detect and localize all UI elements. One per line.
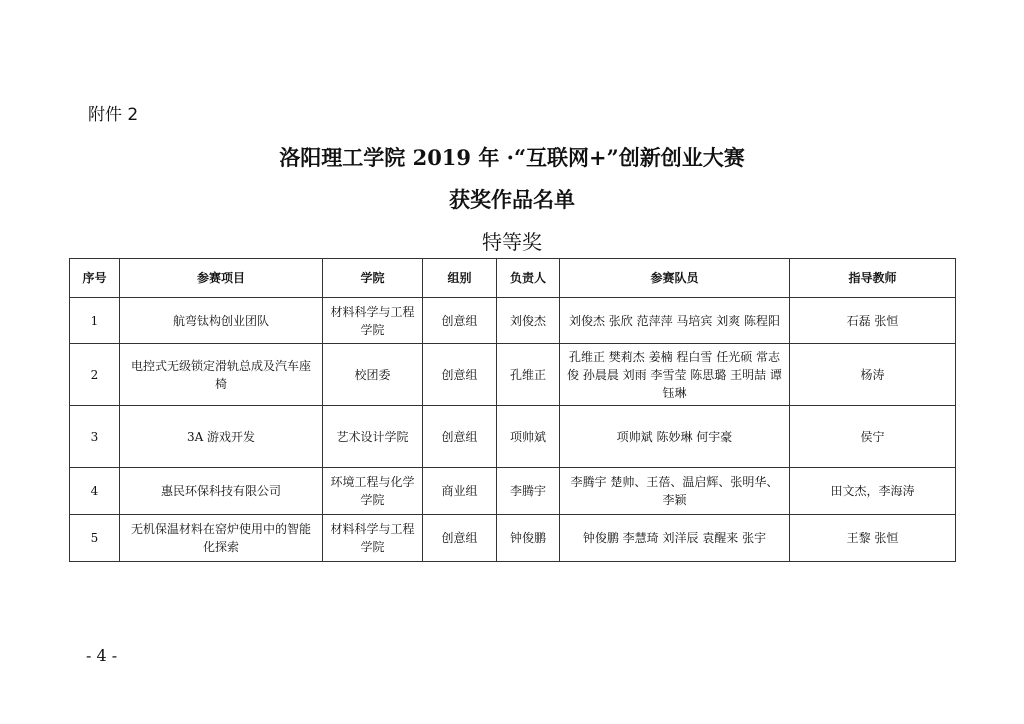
section-title: 特等奖 <box>482 230 542 254</box>
cell-members: 刘俊杰 张欣 范萍萍 马培宾 刘爽 陈程阳 <box>560 298 790 344</box>
cell-advisor: 田文杰，李海涛 <box>790 468 956 515</box>
header-leader: 负责人 <box>497 259 560 298</box>
cell-project: 惠民环保科技有限公司 <box>120 468 323 515</box>
cell-index: 3 <box>70 406 120 468</box>
header-project: 参赛项目 <box>120 259 323 298</box>
cell-college: 材料科学与工程学院 <box>323 298 423 344</box>
table-row <box>70 515 956 562</box>
cell-advisor: 石磊 张恒 <box>790 298 956 344</box>
cell-project: 无机保温材料在窑炉使用中的智能化探索 <box>120 515 323 562</box>
header-group: 组别 <box>423 259 497 298</box>
cell-advisor: 侯宁 <box>790 406 956 468</box>
table-row <box>70 298 956 344</box>
document-subtitle: 获奖作品名单 <box>449 187 575 212</box>
table-row <box>70 406 956 468</box>
cell-index: 4 <box>70 468 120 515</box>
cell-college: 艺术设计学院 <box>323 406 423 468</box>
header-advisor: 指导教师 <box>790 259 956 298</box>
cell-index: 2 <box>70 344 120 406</box>
cell-leader: 孔维正 <box>497 344 560 406</box>
table-header-row <box>70 259 956 298</box>
cell-group: 创意组 <box>423 515 497 562</box>
header-members: 参赛队员 <box>560 259 790 298</box>
cell-advisor: 杨涛 <box>790 344 956 406</box>
cell-index: 1 <box>70 298 120 344</box>
attachment-label: 附件 2 <box>88 105 139 125</box>
cell-leader: 项帅斌 <box>497 406 560 468</box>
cell-members: 孔维正 樊莉杰 姜楠 程白雪 任光硕 常志俊 孙晨晨 刘雨 李雪莹 陈思璐 王明喆 谭钰琳 <box>560 344 790 406</box>
cell-leader: 刘俊杰 <box>497 298 560 344</box>
header-college: 学院 <box>323 259 423 298</box>
cell-college: 校团委 <box>323 344 423 406</box>
header-index: 序号 <box>70 259 120 298</box>
award-table <box>69 258 956 562</box>
cell-college: 材料科学与工程学院 <box>323 515 423 562</box>
cell-leader: 钟俊鹏 <box>497 515 560 562</box>
table-row <box>70 344 956 406</box>
cell-group: 创意组 <box>423 406 497 468</box>
document-title: 洛阳理工学院 2019 年 ·“互联网+”创新创业大赛 <box>279 145 745 170</box>
cell-index: 5 <box>70 515 120 562</box>
cell-group: 商业组 <box>423 468 497 515</box>
cell-members: 李腾宇 楚帅、王蓓、温启辉、张明华、李颖 <box>560 468 790 515</box>
cell-project: 3A 游戏开发 <box>120 406 323 468</box>
cell-project: 航弯钛构创业团队 <box>120 298 323 344</box>
page-number: - 4 - <box>86 646 118 665</box>
cell-members: 钟俊鹏 李慧琦 刘洋辰 袁醒来 张宇 <box>560 515 790 562</box>
cell-members: 项帅斌 陈妙琳 何宇豪 <box>560 406 790 468</box>
cell-advisor: 王黎 张恒 <box>790 515 956 562</box>
cell-leader: 李腾宇 <box>497 468 560 515</box>
cell-college: 环境工程与化学学院 <box>323 468 423 515</box>
cell-project: 电控式无级锁定滑轨总成及汽车座椅 <box>120 344 323 406</box>
table-row <box>70 468 956 515</box>
cell-group: 创意组 <box>423 298 497 344</box>
cell-group: 创意组 <box>423 344 497 406</box>
